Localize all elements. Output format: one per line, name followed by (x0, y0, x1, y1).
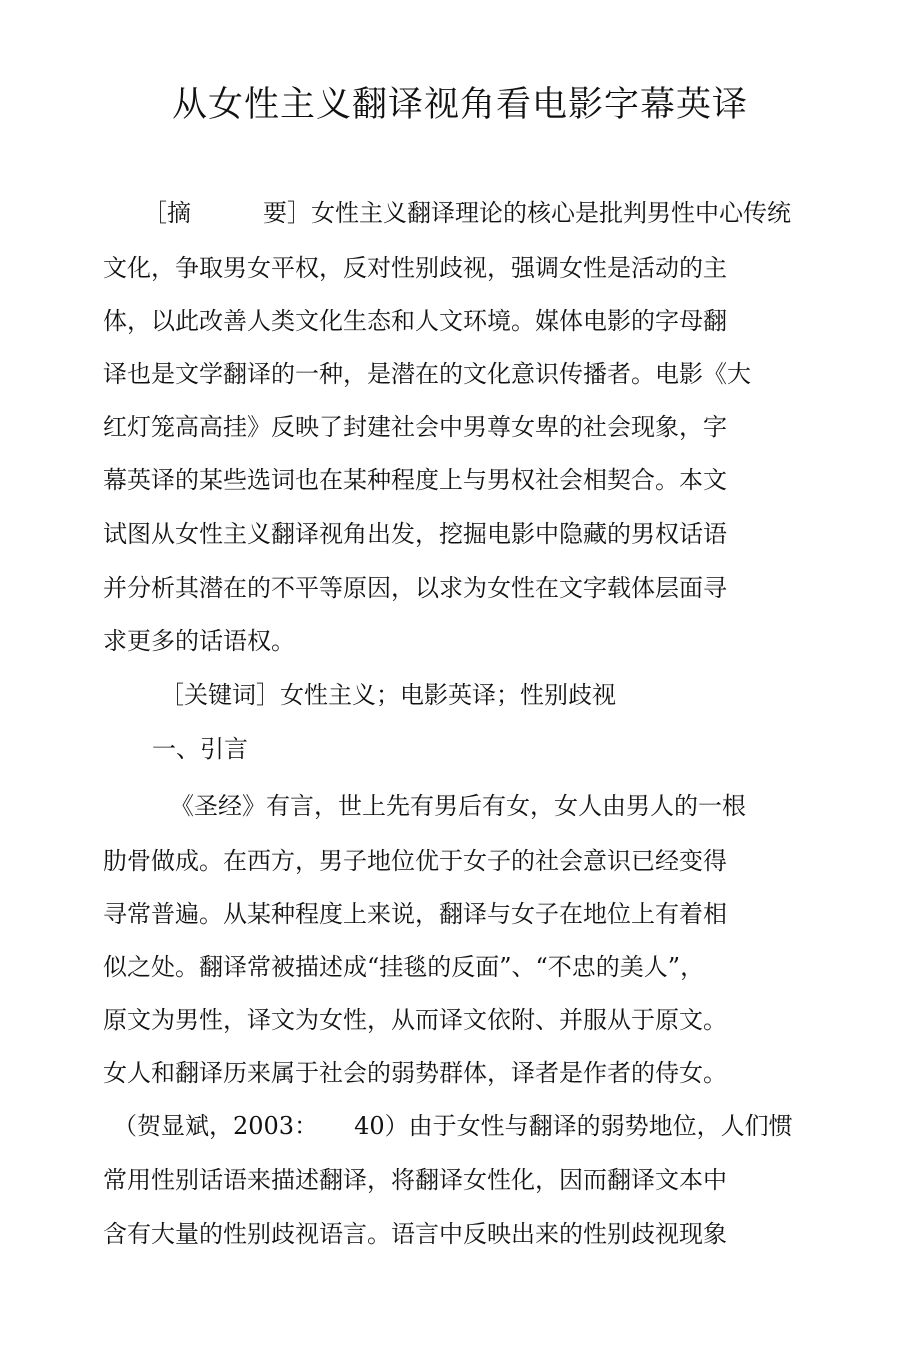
body-line: 似之处。翻译常被描述成“挂毯的反面”、“不忠的美人”， (103, 953, 705, 981)
abstract-line: 体，以此改善人类文化生态和人文环境。媒体电影的字母翻 (103, 307, 727, 335)
body-line: 《圣经》有言，世上先有男后有女，女人由男人的一根 (170, 792, 746, 820)
abstract-line: ［摘 要］女性主义翻译理论的核心是批判男性中心传统 (143, 199, 791, 227)
abstract-line: 红灯笼高高挂》反映了封建社会中男尊女卑的社会现象，字 (103, 413, 727, 441)
body-line: 常用性别话语来描述翻译，将翻译女性化，因而翻译文本中 (103, 1166, 727, 1194)
section-heading: 一、引言 (152, 735, 248, 763)
body-line: 含有大量的性别歧视语言。语言中反映出来的性别歧视现象 (103, 1220, 727, 1248)
keywords-line: ［关键词］女性主义；电影英译；性别歧视 (160, 681, 616, 709)
body-line: 寻常普遍。从某种程度上来说，翻译与女子在地位上有着相 (103, 900, 727, 928)
body-line: 肋骨做成。在西方，男子地位优于女子的社会意识已经变得 (103, 847, 727, 875)
abstract-line: 幕英译的某些选词也在某种程度上与男权社会相契合。本文 (103, 466, 727, 494)
body-line: 女人和翻译历来属于社会的弱势群体，译者是作者的侍女。 (103, 1059, 727, 1087)
document-title: 从女性主义翻译视角看电影字幕英译 (171, 85, 748, 125)
abstract-line: 试图从女性主义翻译视角出发，挖掘电影中隐藏的男权话语 (103, 520, 727, 548)
abstract-line: 译也是文学翻译的一种，是潜在的文化意识传播者。电影《大 (103, 360, 751, 388)
abstract-line: 文化，争取男女平权，反对性别歧视，强调女性是活动的主 (103, 254, 727, 282)
body-line: （贺显斌，2003： 40）由于女性与翻译的弱势地位，人们惯 (113, 1112, 793, 1140)
abstract-line: 并分析其潜在的不平等原因，以求为女性在文字载体层面寻 (103, 574, 727, 602)
abstract-line: 求更多的话语权。 (103, 627, 295, 655)
body-line: 原文为男性，译文为女性，从而译文依附、并服从于原文。 (103, 1006, 727, 1034)
